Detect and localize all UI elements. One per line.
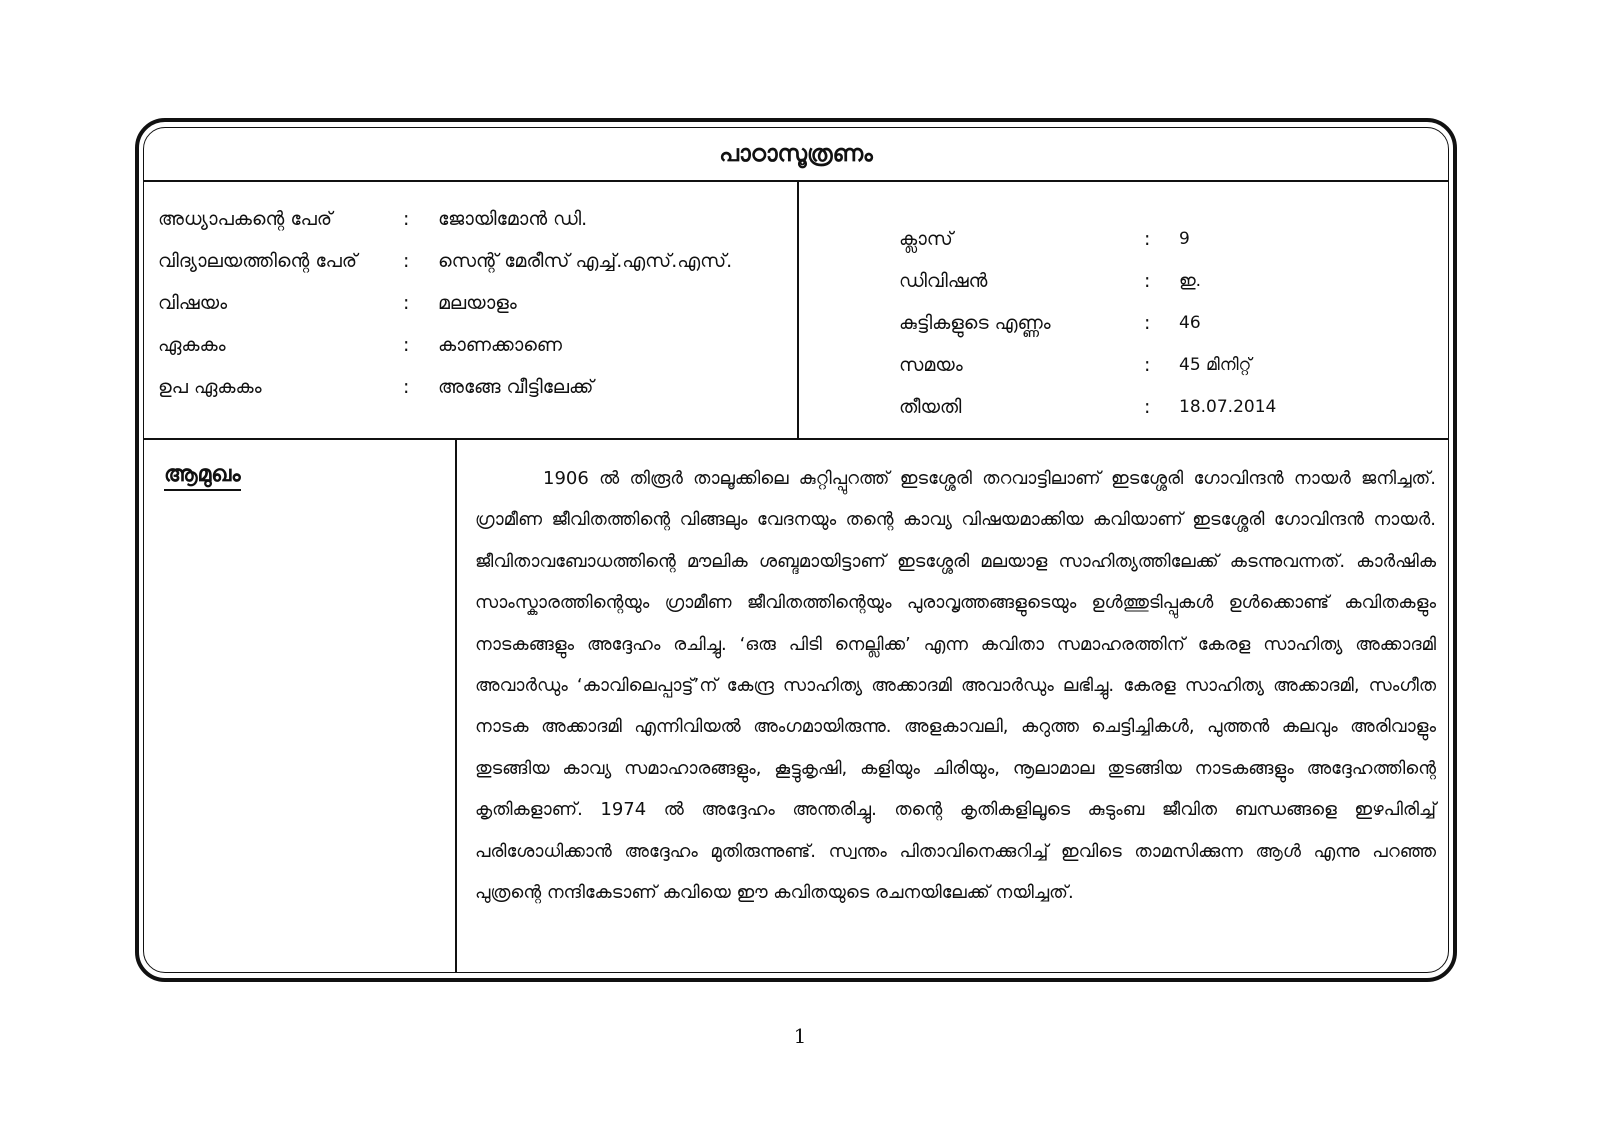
field-colon: : [403,292,410,314]
document-title: പാഠാസൂത്രണം [719,141,873,167]
teacher-name-field [158,198,797,240]
field-value: 9 [1179,229,1190,249]
field-colon: : [1144,312,1151,334]
date-field [899,386,1448,428]
field-value: കാണക്കാണെ [438,334,562,356]
field-value: ജോയിമോൻ ഡി. [438,208,588,230]
field-colon: : [1144,396,1151,418]
field-value: സെന്റ് മേരീസ് എച്ച്.എസ്.എസ്. [438,250,733,272]
page-number: 1 [793,1024,807,1048]
field-colon: : [403,334,410,356]
title-row [144,128,1448,182]
field-label: ഏകകം [158,334,226,356]
field-value: മലയാളം [438,292,517,314]
unit-field [158,324,797,366]
school-name-field [158,240,797,282]
subject-field [158,282,797,324]
field-label: ഡിവിഷൻ [899,270,988,292]
field-colon: : [1144,228,1151,250]
class-field [899,218,1448,260]
introduction-paragraph: 1906 ൽ തിരൂർ താലൂക്കിലെ കുറ്റിപ്പുറത്ത് ഇടശ്ശേരി തറവാട്ടിലാണ് ഇടശ്ശേരി ഗോവിന്ദൻ നായർ ജനിച്ചത്. ഗ്രാമീണ ജീവിതത്തിന്റെ വിങ്ങലും വേദനയും തന്റെ കാവ്യ വിഷയമാക്കിയ കവിയാണ് ഇടശ്ശേരി ഗോവിന്ദൻ നായർ. ജീവിതാവബോധത്തിന്റെ മൗലിക ശബ്ദമായിട്ടാണ് ഇടശ്ശേരി മലയാള സാഹിത്യത്തിലേക്ക് കടന്നുവന്നത്. കാർഷിക സാംസ്കാരത്തിന്റെയും ഗ്രാമീണ ജീവിതത്തിന്റെയും പുരാവൃത്തങ്ങളുടെയും ഉൾത്തുടിപ്പുകൾ ഉൾക്കൊണ്ട് കവിതകളും നാടകങ്ങളും അദ്ദേഹം രചിച്ചു. ‘ഒരു പിടി നെല്ലിക്ക’ എന്ന കവിതാ സമാഹരത്തിന് കേരള സാഹിത്യ അക്കാദമി അവാർഡും ‘കാവിലെപ്പാട്ട്’ന് കേന്ദ്ര സാഹിത്യ അക്കാദമി അവാർഡും ലഭിച്ചു. കേരള സാഹിത്യ അക്കാദമി, സംഗീത നാടക അക്കാദമി എന്നിവിയൽ അംഗമായിരുന്നു. അളകാവലി, കറുത്ത ചെട്ടിച്ചികൾ, പുത്തൻ കലവും അരിവാളും തുടങ്ങിയ കാവ്യ സമാഹാരങ്ങളും, കൂട്ടുകൃഷി, കളിയും ചിരിയും, നൂലാമാല തുടങ്ങിയ നാടകങ്ങളും അദ്ദേഹത്തിന്റെ കൃതികളാണ്. 1974 ൽ അദ്ദേഹം അന്തരിച്ചു. തന്റെ കൃതികളിലൂടെ കുടുംബ ജീവിത ബന്ധങ്ങളെ ഇഴപിരിച്ച് പരിശോധിക്കാൻ അദ്ദേഹം മുതിരുന്നുണ്ട്. സ്വന്തം പിതാവിനെക്കുറിച്ച് ഇവിടെ താമസിക്കുന്ന ആൾ എന്നു പറഞ്ഞ പുത്രന്റെ നന്ദികേടാണ് കവിയെ ഈ കവിതയുടെ രചനയിലേക്ക് നയിച്ചത്. [475,468,1436,904]
division-field [899,260,1448,302]
section-content-cell [457,440,1448,973]
field-label: കുട്ടികളുടെ എണ്ണം [899,312,1051,334]
field-value: അങ്ങേ വീട്ടിലേക്ക് [438,376,594,398]
section-title: ആമുഖം [164,462,241,491]
sub-unit-field [158,366,797,408]
lesson-plan-table [143,127,1449,973]
class-info-panel [799,182,1448,438]
field-label: അധ്യാപകന്റെ പേര് [158,208,333,230]
field-label: വിദ്യാലയത്തിന്റെ പേര് [158,250,358,272]
field-label: വിഷയം [158,292,228,314]
introduction-row [144,440,1448,973]
field-value: 45 മിനിറ്റ് [1179,355,1252,375]
duration-field [899,344,1448,386]
field-label: തീയതി [899,396,962,418]
field-value: 18.07.2014 [1179,397,1277,417]
field-colon: : [403,208,410,230]
field-value: ഇ. [1179,271,1202,291]
teacher-info-panel [144,182,799,438]
field-label: സമയം [899,354,963,376]
field-label: ക്ലാസ് [899,228,953,250]
section-heading-cell [144,440,457,973]
field-value: 46 [1179,313,1201,333]
field-colon: : [403,376,410,398]
student-count-field [899,302,1448,344]
field-colon: : [403,250,410,272]
field-label: ഉപ ഏകകം [158,376,262,398]
info-row [144,182,1448,440]
field-colon: : [1144,354,1151,376]
field-colon: : [1144,270,1151,292]
